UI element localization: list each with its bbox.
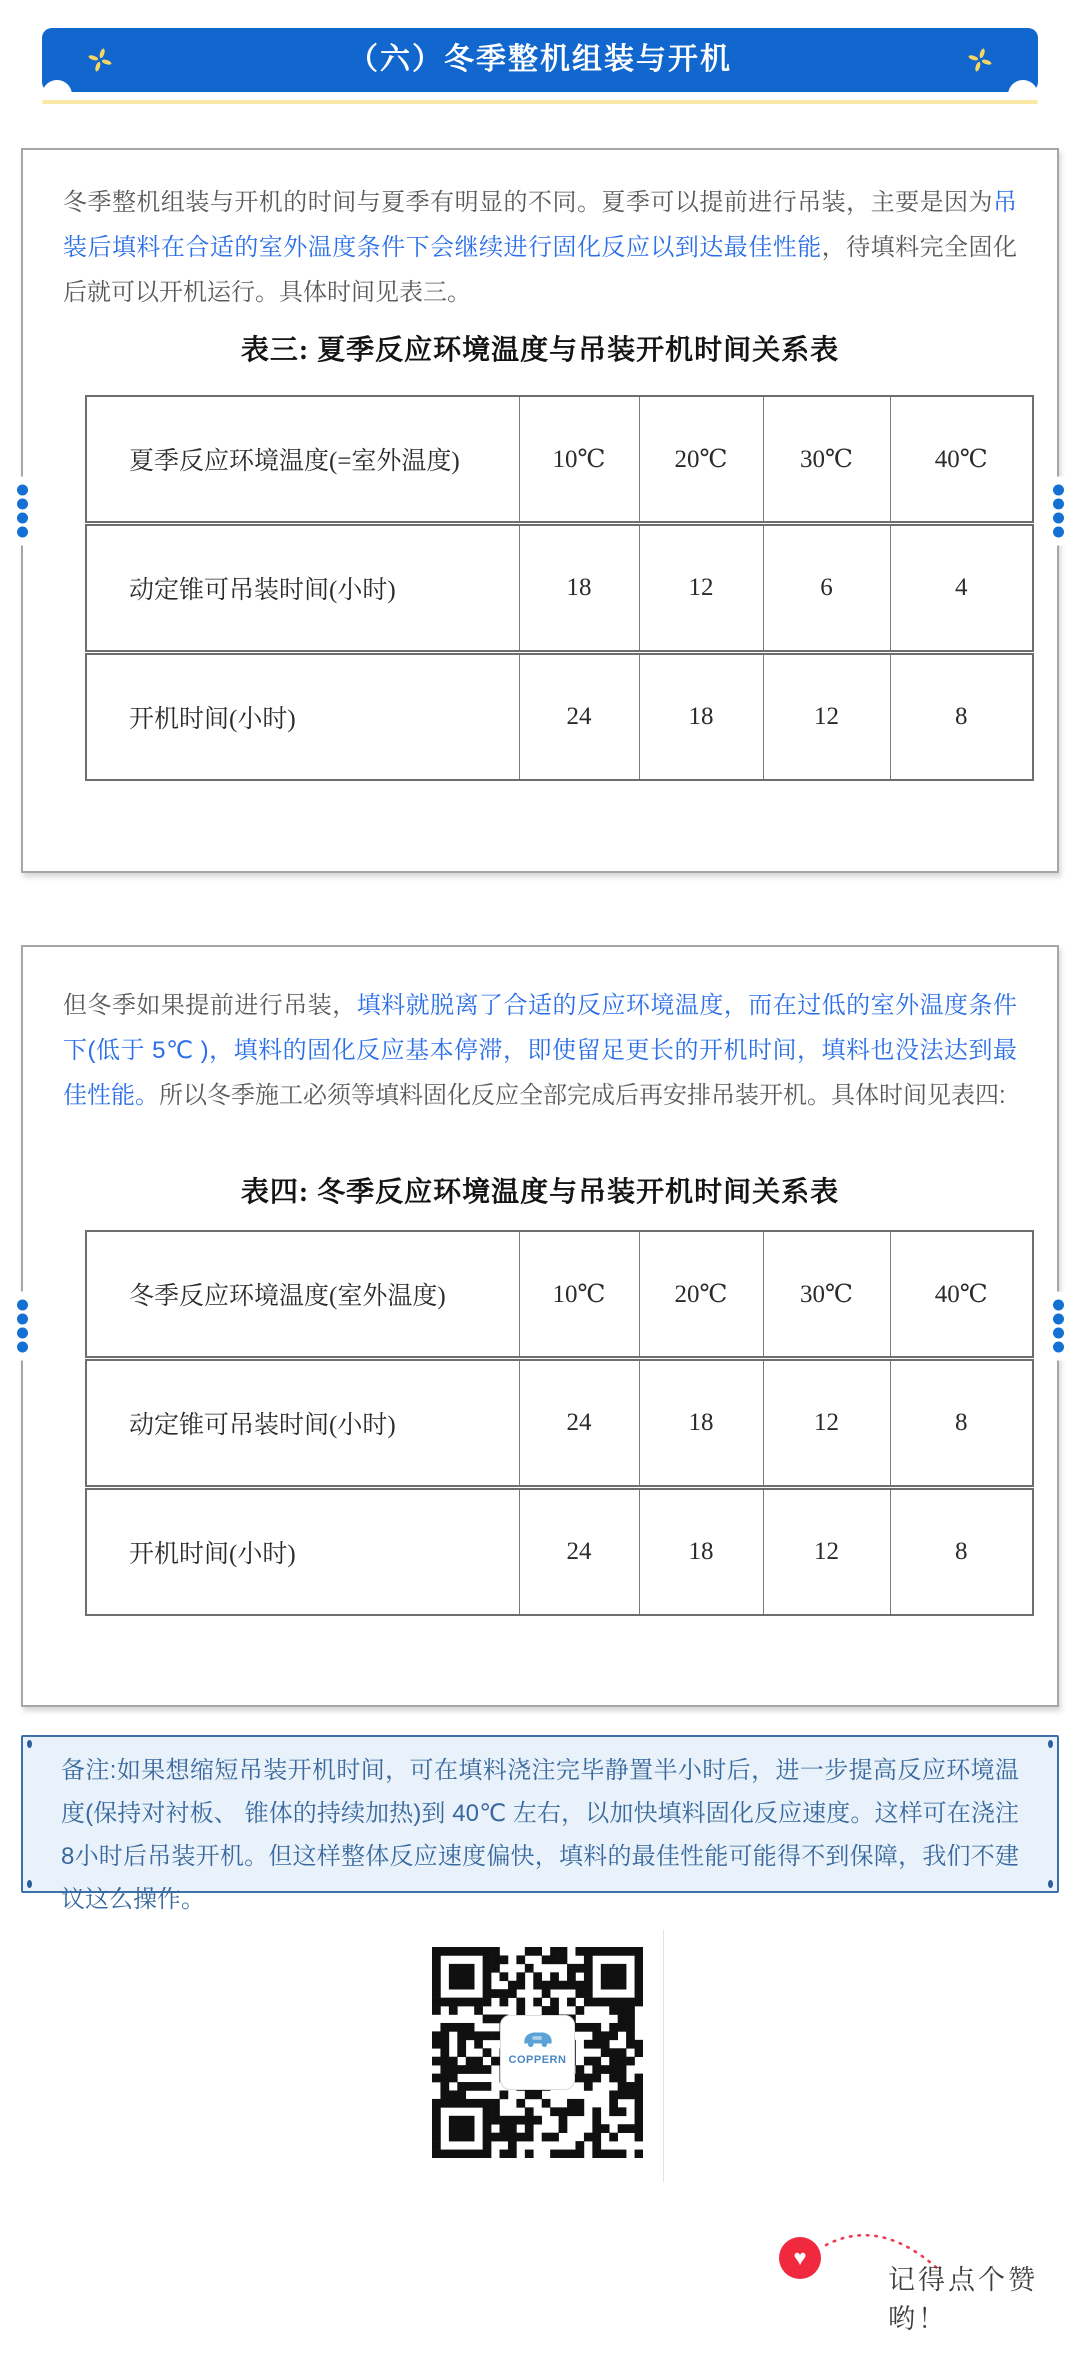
value-cell: 8 (890, 653, 1033, 781)
intro-highlight-text: 吊装后填料在合适的室外温度条件下会继续进行固化反应以到达最佳性能 (63, 189, 1017, 261)
corner-dot (27, 1740, 32, 1748)
row-label-cell: 开机时间(小时) (86, 1488, 519, 1616)
title-banner (42, 28, 1038, 92)
row-label-cell: 动定锥可吊装时间(小时) (86, 1359, 519, 1488)
summer-section-box (21, 148, 1059, 873)
table-row (86, 1231, 1033, 1359)
winter-text-end: 所以冬季施工必须等填料固化反应全部完成后再安排吊装开机。具体时间见表四: (159, 1082, 1006, 1109)
value-cell: 8 (890, 1488, 1033, 1616)
qr-image-edge (663, 1930, 664, 2182)
remark-text: 备注:如果想缩短吊装开机时间，可在填料浇注完毕静置半小时后，进一步提高反应环境温度(保持对衬板、 锥体的持续加热)到 40℃ 左右，以加快填料固化反应速度。这样可在浇注8小时后吊装开机。但这样整体反应速度偏快，填料的最佳性能可能得不到保障，我们不建议这么操作。 (61, 1757, 1019, 1913)
winter-highlight-text: 填料就脱离了合适的反应环境温度，而在过低的室外温度条件下(低于 5℃ )，填料的固化反应基本停滞，即使留足更长的开机时间，填料也没法达到最佳性能。 (63, 992, 1018, 1109)
edge-dots-left (15, 1292, 30, 1361)
value-cell: 30℃ (763, 396, 890, 524)
winter-paragraph (63, 983, 1017, 1118)
value-cell: 18 (639, 1359, 763, 1488)
value-cell: 18 (639, 653, 763, 781)
value-cell: 40℃ (890, 396, 1033, 524)
value-cell: 18 (639, 1488, 763, 1616)
corner-dot (1048, 1740, 1053, 1748)
qr-code (432, 1947, 643, 2158)
heart-icon: ♥ (779, 2237, 821, 2279)
qr-center-logo (500, 2015, 575, 2090)
value-cell: 10℃ (519, 396, 639, 524)
value-cell: 12 (763, 653, 890, 781)
winter-text: 但冬季如果提前进行吊装， (63, 992, 357, 1019)
intro-text: 冬季整机组装与开机的时间与夏季有明显的不同。夏季可以提前进行吊装，主要是因为 (63, 189, 993, 216)
value-cell: 18 (519, 524, 639, 653)
qr-logo-text: COPPERN (508, 2054, 567, 2066)
table-row (86, 1488, 1033, 1616)
intro-paragraph (63, 180, 1017, 315)
value-cell: 40℃ (890, 1231, 1033, 1359)
table-row (86, 524, 1033, 653)
value-cell: 12 (763, 1359, 890, 1488)
like-reminder-text: 记得点个赞哟！ (888, 2265, 1038, 2334)
remark-box (21, 1735, 1059, 1913)
row-label-cell: 夏季反应环境温度(=室外温度) (129, 448, 460, 475)
value-cell: 10℃ (519, 1231, 639, 1359)
value-cell: 20℃ (639, 396, 763, 524)
winter-section-box (21, 945, 1059, 1707)
corner-dot (1048, 1880, 1053, 1888)
table-row (86, 653, 1033, 781)
truck-icon (519, 2028, 557, 2048)
edge-dots-right (1051, 1292, 1066, 1361)
value-cell: 8 (890, 1359, 1033, 1488)
winter-table-caption: 表四: 冬季反应环境温度与吊装开机时间关系表 (240, 1177, 840, 1208)
value-cell: 24 (519, 1359, 639, 1488)
row-label-cell: 冬季反应环境温度(室外温度) (129, 1283, 446, 1310)
summer-table (85, 395, 1034, 781)
value-cell: 4 (890, 524, 1033, 653)
edge-dots-right (1051, 476, 1066, 545)
intro-text-end: ，待填料完全固化后就可以开机运行。具体时间见表三。 (63, 234, 1018, 306)
value-cell: 12 (639, 524, 763, 653)
value-cell: 20℃ (639, 1231, 763, 1359)
value-cell: 12 (763, 1488, 890, 1616)
value-cell: 24 (519, 653, 639, 781)
corner-dot (27, 1880, 32, 1888)
page-title: （六）冬季整机组装与开机 (348, 43, 732, 76)
value-cell: 24 (519, 1488, 639, 1616)
table-row (86, 396, 1033, 524)
row-label-cell: 开机时间(小时) (86, 653, 519, 781)
table-row (86, 1359, 1033, 1488)
row-label-cell: 动定锥可吊装时间(小时) (86, 524, 519, 653)
value-cell: 6 (763, 524, 890, 653)
sparkle-icon (968, 48, 992, 72)
banner-underline (42, 100, 1038, 104)
edge-dots-left (15, 476, 30, 545)
winter-table (85, 1230, 1034, 1616)
summer-table-caption: 表三: 夏季反应环境温度与吊装开机时间关系表 (240, 335, 840, 366)
value-cell: 30℃ (763, 1231, 890, 1359)
